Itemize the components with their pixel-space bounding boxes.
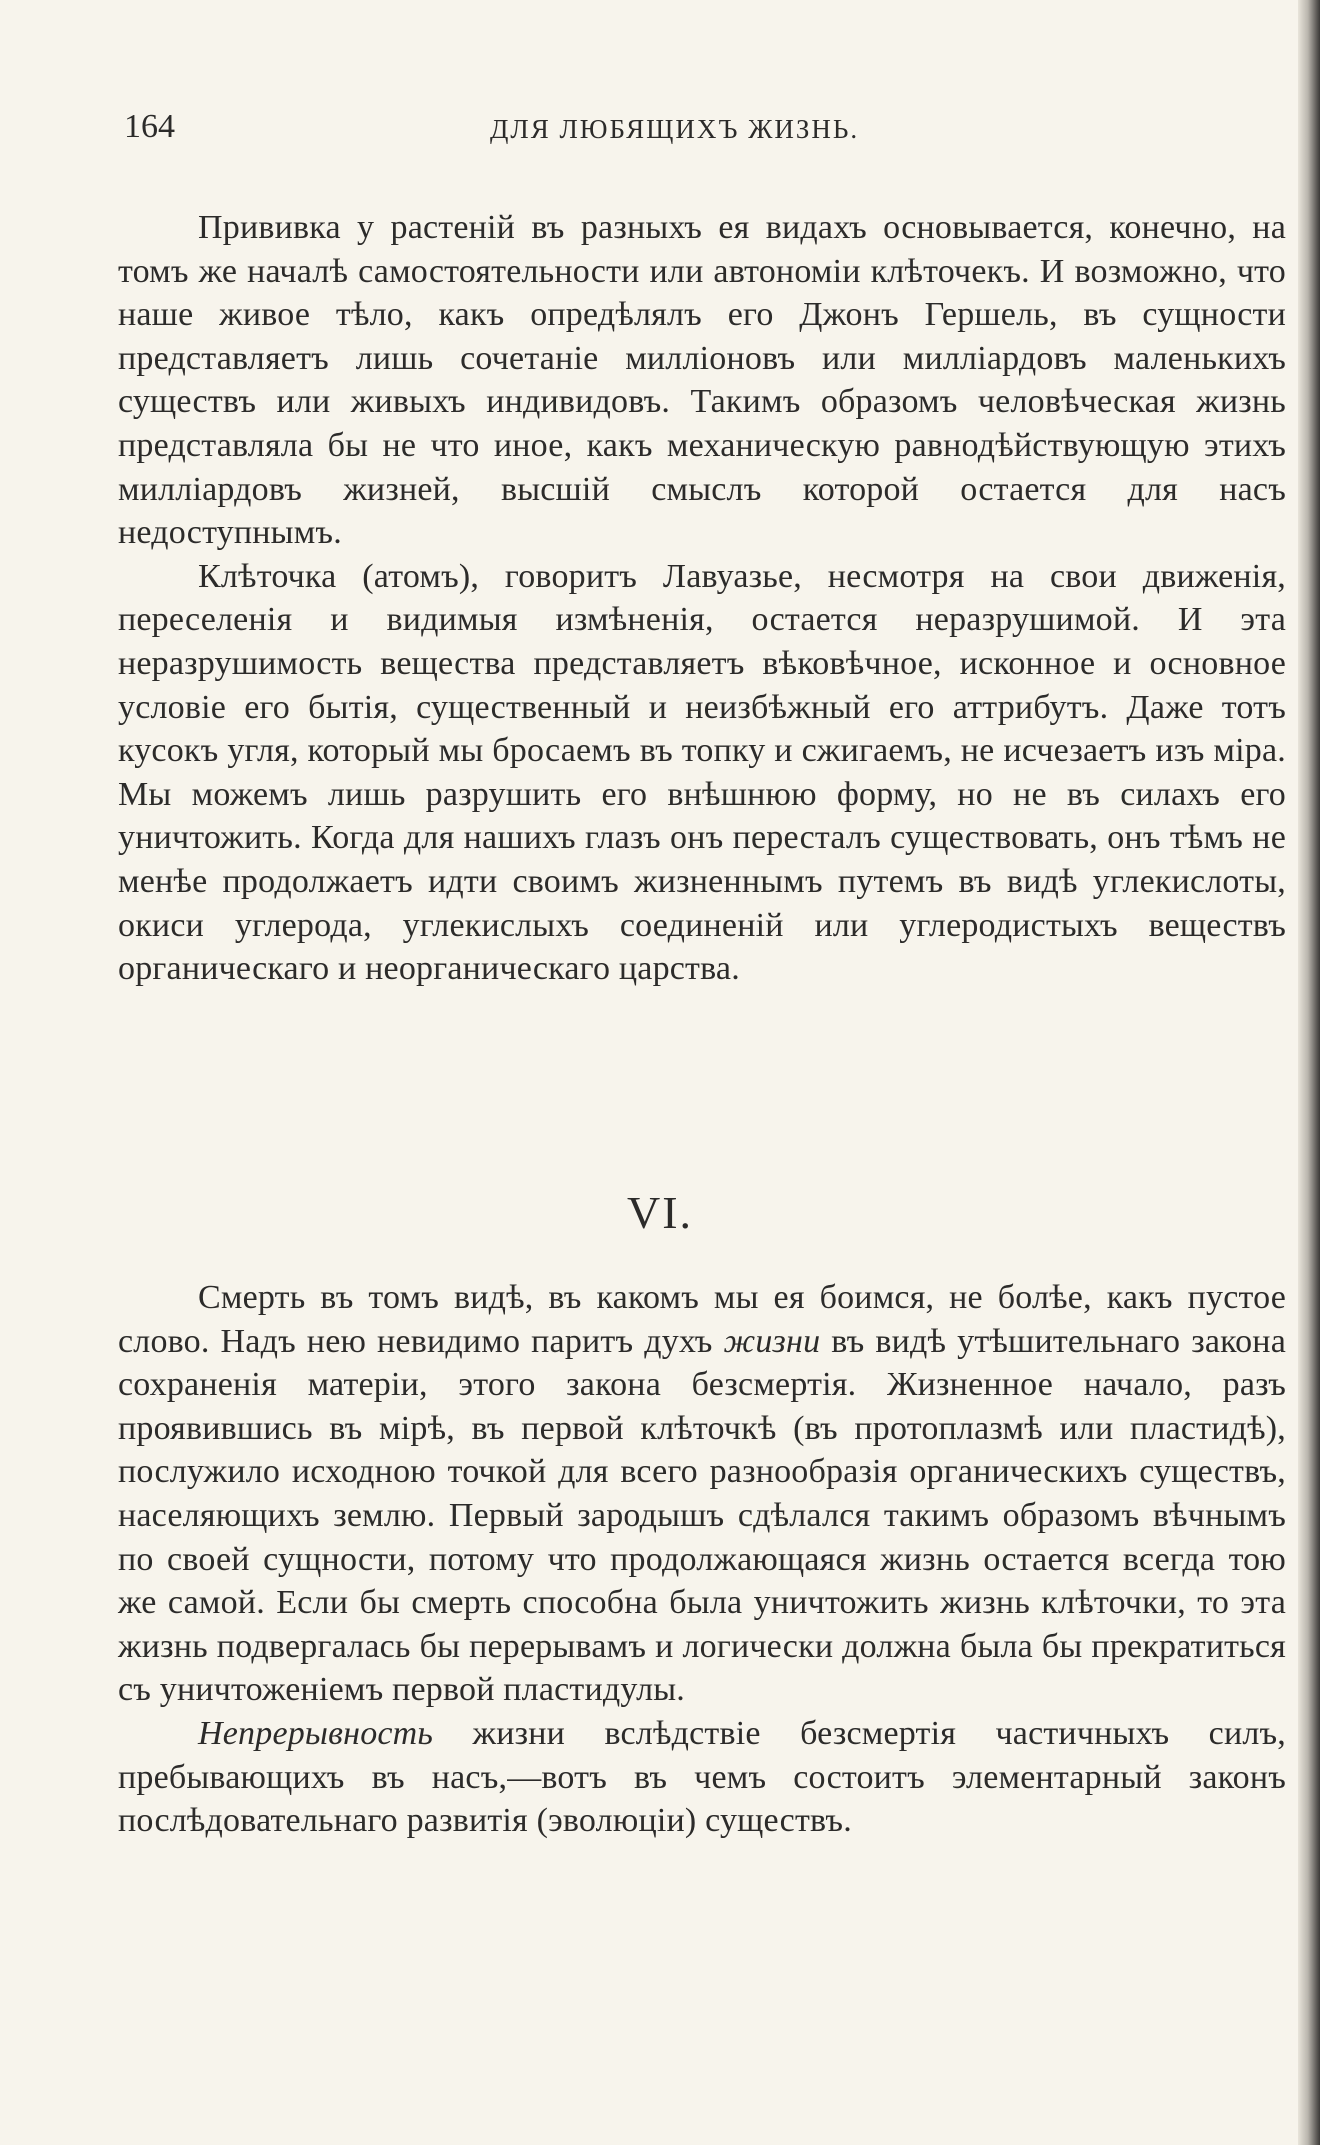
paragraph — [118, 1276, 1286, 1712]
paragraph: Прививка у растеній въ разныхъ ея видахъ основывается, конечно, на томъ же началѣ самостоятельности или автономіи клѣточекъ. И возможно, что наше живое тѣло, какъ опредѣлялъ его Джонъ Гершель, въ сущности представляетъ лишь сочетаніе милліоновъ или милліардовъ маленькихъ существъ или живыхъ индивидовъ. Такимъ образомъ человѣческая жизнь представляла бы не что иное, какъ механическую равнодѣйствующую этихъ милліардовъ жизней, высшій смыслъ которой остается для насъ недоступнымъ. — [118, 209, 1286, 552]
page-edge-shadow — [1298, 0, 1320, 2145]
emphasized-word: жизни — [723, 1322, 821, 1360]
running-title: ДЛЯ ЛЮБЯЩИХЪ ЖИЗНЬ. — [490, 114, 860, 144]
text-block-bottom — [118, 1276, 1286, 1843]
text-block-top — [118, 206, 1286, 991]
paragraph-text: жизни вслѣдствіе безсмертія частичныхъ силъ, пребывающихъ въ насъ,—вотъ въ чемъ состоитъ элементарный законъ послѣдовательнаго развитія (эволюціи) существъ. — [118, 1714, 1286, 1840]
paragraph-text: Смерть въ томъ видѣ, въ какомъ мы ея боимся, не болѣе, какъ пустое слово. Надъ нею невидимо паритъ духъ — [118, 1279, 1286, 1360]
paragraph — [118, 1712, 1286, 1843]
paragraph: Клѣточка (атомъ), говоритъ Лавуазье, несмотря на свои движенія, переселенія и видимыя измѣненія, остается неразрушимой. И эта неразрушимость вещества представляетъ вѣковѣчное, исконное и основное условіе его бытія, существенный и неизбѣжный его аттрибутъ. Даже тотъ кусокъ угля, который мы бросаемъ въ топку и сжигаемъ, не исчезаетъ изъ міра. Мы можемъ лишь разрушить его внѣшнюю форму, но не въ силахъ его уничтожить. Когда для нашихъ глазъ онъ пересталъ существовать, онъ тѣмъ не менѣе продолжаетъ идти своимъ жизненнымъ путемъ въ видѣ углекислоты, окиси углерода, углекислыхъ соединеній или углеродистыхъ веществъ органическаго и неорганическаго царства. — [118, 557, 1286, 988]
section-heading: VI. — [626, 1187, 694, 1238]
page-header — [124, 108, 1292, 152]
emphasized-word: Непрерывность — [198, 1714, 434, 1752]
page-number: 164 — [124, 108, 175, 145]
paragraph-text: въ видѣ утѣшительнаго закона сохраненія матеріи, этого закона безсмертія. Жизненное начало, разъ проявившись въ мірѣ, въ первой клѣточкѣ (въ протоплазмѣ или пластидѣ), послужило исходною точкой для всего разнообразія органическихъ существъ, населяющихъ землю. Первый зародышъ сдѣлался такимъ образомъ вѣчнымъ по своей сущности, потому что продолжающаяся жизнь остается всегда тою же самой. Если бы смерть способна была уничтожить жизнь клѣточки, то эта жизнь подвергалась бы перерывамъ и логически должна была бы прекратиться съ уничтоженіемъ первой пластидулы. — [118, 1322, 1286, 1709]
